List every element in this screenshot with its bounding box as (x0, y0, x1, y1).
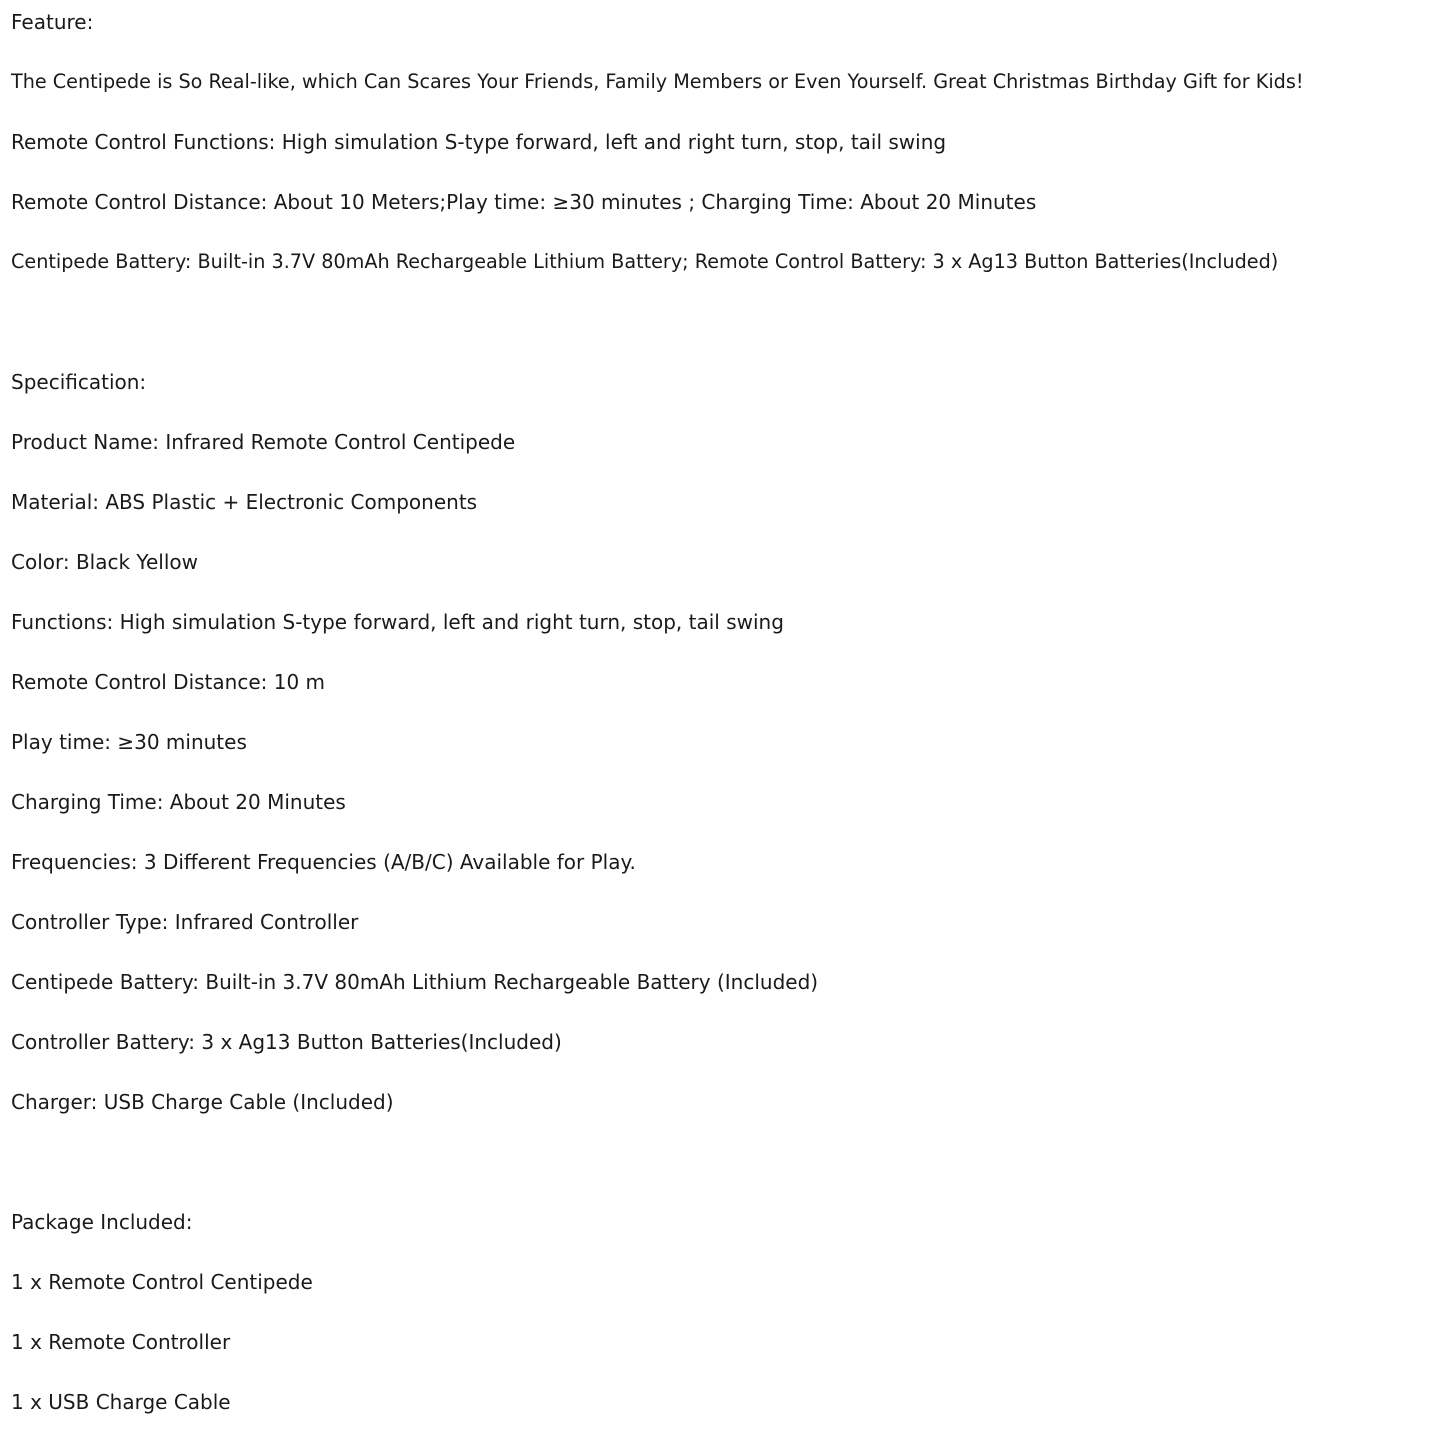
feature-item: The Centipede is So Real-like, which Can Scares Your Friends, Family Members or Even Yourself. Great Christmas Birthday Gift for Kids! (11, 70, 1304, 93)
spec-item: Frequencies: 3 Different Frequencies (A/B/C) Available for Play. (11, 850, 636, 874)
spec-item: Controller Battery: 3 x Ag13 Button Batteries(Included) (11, 1030, 562, 1054)
spec-item: Functions: High simulation S-type forward, left and right turn, stop, tail swing (11, 610, 784, 634)
spec-item: Play time: ≥30 minutes (11, 730, 247, 754)
spec-item: Product Name: Infrared Remote Control Centipede (11, 430, 516, 454)
feature-item: Centipede Battery: Built-in 3.7V 80mAh Rechargeable Lithium Battery; Remote Control Battery: 3 x Ag13 Button Batteries(Included) (11, 250, 1279, 273)
feature-item: Remote Control Distance: About 10 Meters;Play time: ≥30 minutes ; Charging Time: About 20 Minutes (11, 190, 1037, 214)
spec-item: Material: ABS Plastic + Electronic Components (11, 490, 478, 514)
package-heading: Package Included: (11, 1210, 193, 1234)
package-item: 1 x USB Charge Cable (11, 1390, 231, 1414)
spec-item: Centipede Battery: Built-in 3.7V 80mAh Lithium Rechargeable Battery (Included) (11, 970, 819, 994)
specification-heading: Specification: (11, 370, 147, 394)
feature-heading: Feature: (11, 10, 94, 34)
package-item: 1 x Remote Controller (11, 1330, 231, 1354)
feature-item: Remote Control Functions: High simulation S-type forward, left and right turn, stop, tail swing (11, 130, 947, 154)
package-item: 1 x Remote Control Centipede (11, 1270, 313, 1294)
spec-item: Charging Time: About 20 Minutes (11, 790, 346, 814)
spec-item: Remote Control Distance: 10 m (11, 670, 326, 694)
spec-item: Color: Black Yellow (11, 550, 199, 574)
spec-item: Controller Type: Infrared Controller (11, 910, 359, 934)
spec-item: Charger: USB Charge Cable (Included) (11, 1090, 394, 1114)
